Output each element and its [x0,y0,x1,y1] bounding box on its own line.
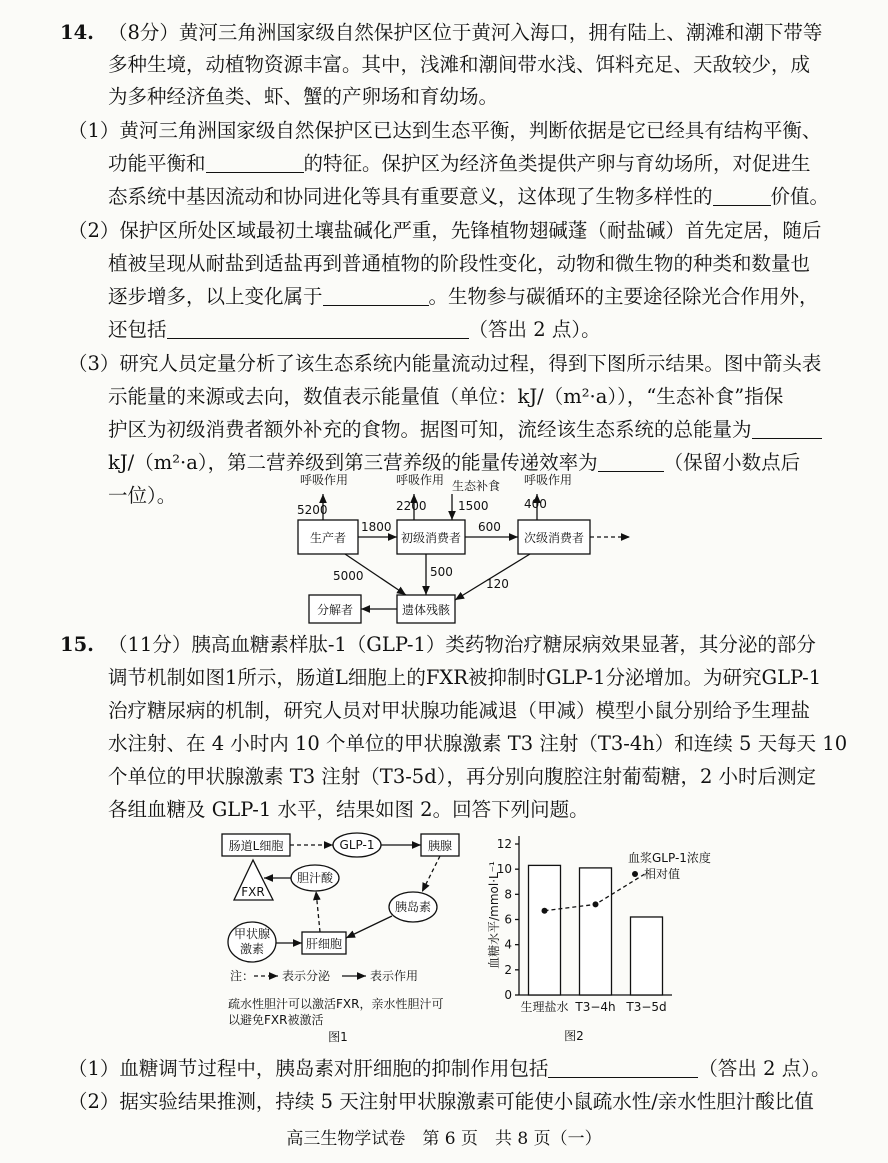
q15-stem-line: 各组血糖及 GLP-1 水平，结果如图 2。回答下列问题。 [108,798,589,821]
liver-cell-label: 肝细胞 [305,937,343,951]
flow-value: 5000 [333,569,364,583]
q14-stem-line: （8分）黄河三角洲国家级自然保护区位于黄河入海口，拥有陆上、潮滩和潮下带等 [108,21,823,44]
glp1-point [542,908,548,914]
note-secrete: 表示分泌 [282,969,331,983]
q15-stem-line: （11分）胰高血糖素样肽-1（GLP-1）类药物治疗糖尿病效果显著，其分泌的部分 [108,633,816,656]
bile-acid-label: 胆汁酸 [296,871,334,885]
primary-consumer-label: 初级消费者 [400,531,462,545]
q14-part3-line: 示能量的来源或去向，数值表示能量值（单位：kJ/（m²·a）），“生态补食”指保 [108,385,784,408]
l-cell-label: 肠道L细胞 [228,839,284,853]
flow-value: 500 [430,565,453,579]
y-tick-label: 4 [504,937,512,952]
q15-part1-line: （1）血糖调节过程中，胰岛素对肝细胞的抑制作用包括 （答出 2 点）。 [68,1057,831,1080]
respiration-label: 呼吸作用 [300,473,349,487]
page-footer: 高三生物学试卷 第 6 页 共 8 页（一） [286,1129,602,1149]
glp1-point [593,901,599,907]
q14-part3-line: （3）研究人员定量分析了该生态系统内能量流动过程，得到下图所示结果。图中箭头表 [68,352,822,375]
legend-line2: 相对值 [644,867,681,881]
blood-glucose-bar [580,868,612,995]
supplement-value: 1500 [458,499,489,513]
y-tick-label: 12 [496,837,512,851]
q14-stem-line: 多种生境，动植物资源丰富。其中，浅滩和潮间带水浅、饵料充足、天敌较少，成 [108,53,811,76]
respiration-value: 400 [524,497,547,511]
insulin-label: 胰岛素 [394,900,432,914]
q14-part3-line: 护区为初级消费者额外补充的食物。据图可知，流经该生态系统的总能量为 [108,413,822,447]
q15-stem-line: 水注射、在 4 小时内 10 个单位的甲状腺激素 T3 注射（T3-4h）和连续 5 天每天 10 [108,732,848,755]
q15-part2-line: （2）据实验结果推测，持续 5 天注射甲状腺激素可能使小鼠疏水性/亲水性胆汁酸比值 [68,1090,814,1113]
blood-glucose-bar [631,917,663,995]
blood-glucose-bar [529,865,561,995]
remains-label: 遗体残骸 [401,603,451,617]
secondary-consumer-label: 次级消费者 [523,531,585,545]
respiration-label: 呼吸作用 [524,473,573,487]
q14-part2-line: （2）保护区所处区域最初土壤盐碱化严重，先锋植物翅碱蓬（耐盐碱）首先定居，随后 [68,219,822,242]
fig2-caption: 图2 [564,1029,584,1043]
q14-part2-line: 还包括 （答出 2 点）。 [108,318,601,341]
producer-label: 生产者 [309,531,347,545]
q14-stem-line: 为多种经济鱼类、虾、蟹的产卵场和育幼场。 [108,85,499,108]
note-prefix: 注： [230,969,255,983]
y-tick-label: 6 [504,912,512,927]
thyroid-label-line1: 甲状腺 [233,927,271,941]
q14-part1-line: 功能平衡和 的特征。保护区为经济鱼类提供产卵与育幼场所，对促进生 [108,152,811,175]
y-tick-label: 2 [504,962,512,977]
answer-blank[interactable] [548,1057,698,1078]
q15-stem-line: 治疗糖尿病的机制，研究人员对甲状腺功能减退（甲减）模型小鼠分别给予生理盐 [108,699,811,722]
respiration-value: 5200 [297,503,328,517]
legend-marker [632,871,638,877]
y-axis-label: 血糖水平/mmol·L⁻¹ [487,861,501,969]
fig1-footnote-line: 疏水性胆汁可以激活FXR，亲水性胆汁可 [228,997,444,1011]
y-tick-label: 10 [496,862,512,877]
thyroid-label-line2: 激素 [239,942,265,956]
supplement-label: 生态补食 [452,479,501,493]
q15-stem-line: 个单位的甲状腺激素 T3 注射（T3-5d），再分别向腹腔注射葡萄糖，2 小时后测定 [108,765,817,788]
q14-number: 14. [60,21,94,44]
q14-part3-line: 一位）。 [108,484,177,507]
y-tick-label: 8 [504,887,512,902]
q14-part2-line: 逐步增多，以上变化属于 。生物参与碳循环的主要途径除光合作用外， [108,285,819,308]
y-tick-label: 0 [504,988,512,1002]
fig1-caption: 图1 [328,1030,348,1044]
legend-line1: 血浆GLP-1浓度 [628,851,711,865]
flow-value: 1800 [361,520,392,534]
flow-value: 120 [486,577,509,591]
q15-number: 15. [60,633,94,656]
flow-value: 600 [478,520,501,534]
respiration-label: 呼吸作用 [396,473,445,487]
x-tick-label: T3−4h [575,1000,616,1014]
pancreas-label: 胰腺 [427,839,453,853]
glp1-label: GLP-1 [339,838,375,852]
q14-part2-line: 植被呈现从耐盐到适盐再到普通植物的阶段性变化，动物和微生物的种类和数量也 [108,252,811,275]
q14-part3-line: kJ/（m²·a），第二营养级到第三营养级的能量传递效率为 （保留小数点后 [108,451,801,474]
q14-part1-line: （1）黄河三角洲国家级自然保护区已达到生态平衡，判断依据是它已经具有结构平衡、 [68,119,822,142]
fig1-footnote-line: 以避免FXR被激活 [228,1013,324,1027]
q14-part1-line: 态系统中基因流动和协同进化等具有重要意义，这体现了生物多样性的 价值。 [108,185,830,208]
respiration-value: 2200 [396,499,427,513]
x-tick-label: T3−5d [626,1000,667,1014]
decomposer-label: 分解者 [316,603,354,617]
fxr-label: FXR [241,885,265,899]
q15-stem-line: 调节机制如图1所示，肠道L细胞上的FXR被抑制时GLP-1分泌增加。为研究GLP-1 [108,666,822,689]
note-action: 表示作用 [370,969,419,983]
x-tick-label: 生理盐水 [520,1000,569,1014]
